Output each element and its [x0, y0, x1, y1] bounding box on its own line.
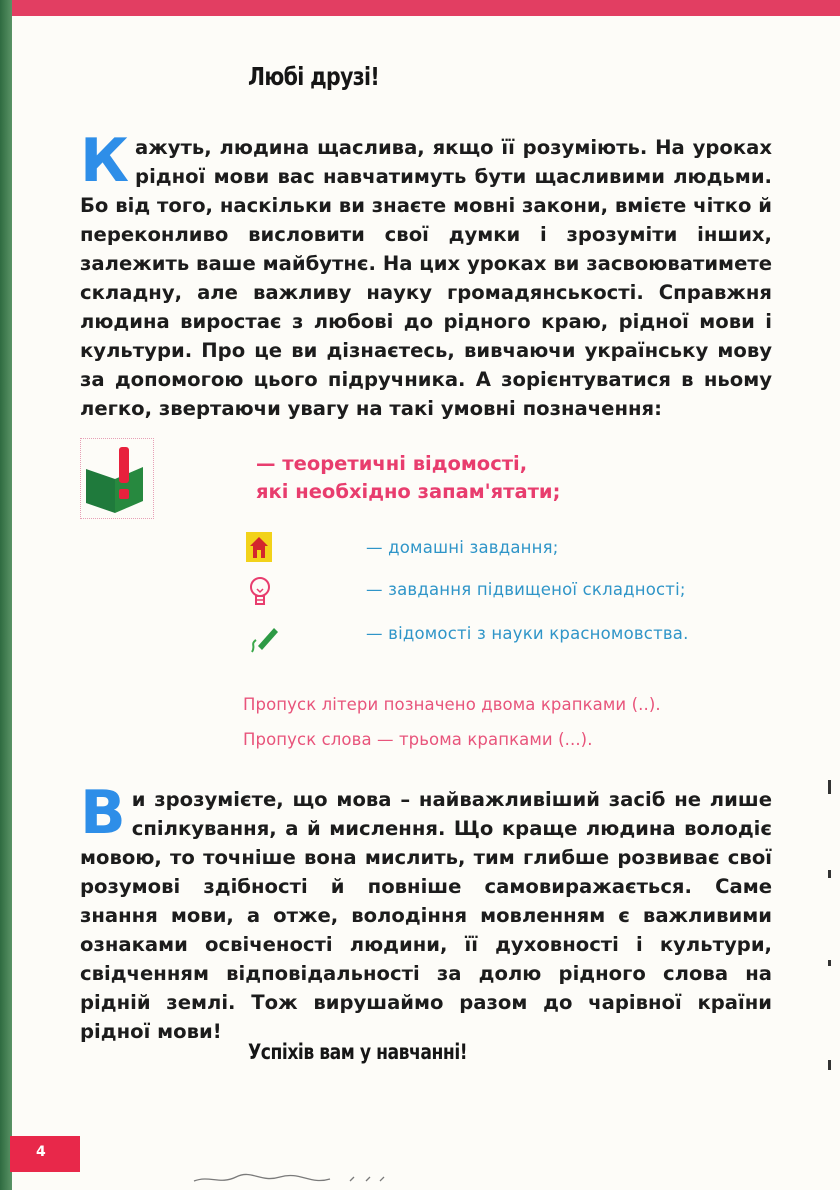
- theory-legend-line2: які необхідно запам'ятати;: [256, 480, 561, 503]
- left-binding-edge: [0, 0, 12, 1190]
- word-gap-note: Пропуск слова — трьома крапками (...).: [243, 730, 593, 749]
- pen-icon: [246, 620, 282, 660]
- legend-homework-text: — домашні завдання;: [366, 538, 559, 557]
- house-icon: [246, 532, 272, 566]
- legend-advanced-text: — завдання підвищеної складності;: [366, 580, 686, 599]
- theory-legend-line1: — теоретичні відомості,: [256, 452, 528, 475]
- closing-paragraph: [80, 778, 772, 1046]
- letter-gap-note: Пропуск літери позначено двома крапками (..).: [243, 695, 661, 714]
- handwritten-scribble: [190, 1165, 430, 1187]
- open-book-exclamation-icon: [81, 439, 153, 518]
- closing-paragraph-text: и зрозумієте, що мова – найважливіший засіб не лише спілкування, а й мислення. Що краще людина володіє мовою, то точніше вона мислить, тим глибше розвиває свої розумові здібності й повніше самовиражається. Саме знання мови, а отже, володіння мовленням є важливими ознаками освіченості людини, її духовності і культури, свідченням відповідальності за долю рідного слова на рідній землі. Тож вирушаймо разом до чарівної країни рідної мови!: [80, 788, 772, 1043]
- page-edge-marks: [826, 780, 834, 1180]
- lightbulb-icon: [248, 576, 272, 614]
- dropcap-letter-2: В: [80, 778, 126, 848]
- closing-wish: Успіхів вам у навчанні!: [248, 1040, 468, 1064]
- intro-paragraph: [80, 126, 772, 423]
- intro-paragraph-text: ажуть, людина щаслива, якщо її розуміють. На уроках рідної мови вас навчатимуть бути щасливими людьми. Бо від того, наскільки ви знаєте мовні закони, вмієте чітко й переконливо висловити свої думки і зрозуміти інших, залежить ваше майбутнє. На цих уроках ви засвоюватимете складну, але важливу науку громадянськості. Справжня людина виростає з любові до рідного краю, рідної мови і культури. Про це ви дізнаєтесь, вивчаючи українську мову за допомогою цього підручника. А зорієнтуватися в ньому легко, звертаючи увагу на такі умовні позначення:: [80, 136, 772, 420]
- page-title: Любі друзі!: [248, 62, 380, 91]
- page-number: 4: [36, 1144, 46, 1160]
- dropcap-letter: К: [80, 126, 130, 196]
- legend-eloquence-text: — відомості з науки красномовства.: [366, 624, 689, 643]
- theory-icon-frame: [80, 438, 154, 519]
- top-color-bar: [0, 0, 840, 16]
- page-number-badge: [10, 1136, 80, 1172]
